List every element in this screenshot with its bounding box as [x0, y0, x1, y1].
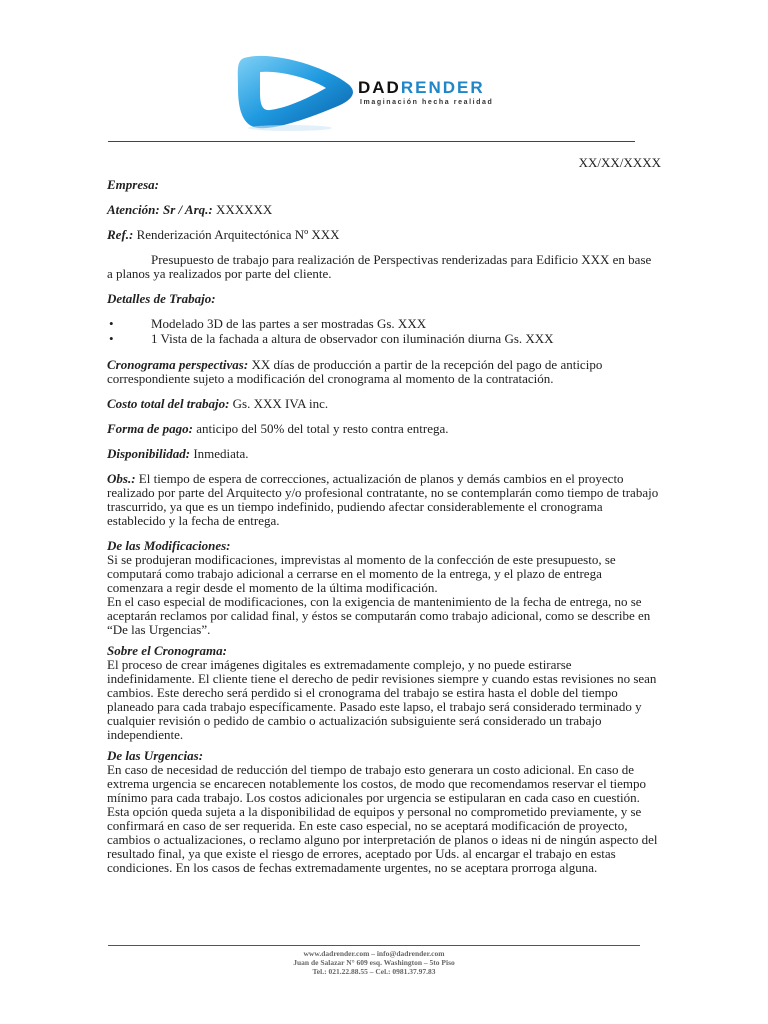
costo-label: Costo total del trabajo:	[107, 396, 230, 411]
dadrender-logo	[230, 48, 540, 133]
modificaciones-title: De las Modificaciones:	[107, 538, 231, 553]
empresa-line	[107, 178, 660, 192]
modificaciones-section	[107, 539, 660, 637]
obs-label: Obs.:	[107, 471, 136, 486]
footer-divider	[108, 945, 640, 946]
header-divider	[108, 141, 635, 142]
ref-line	[107, 228, 660, 242]
brand-right: RENDER	[400, 78, 485, 97]
detalles-line	[107, 292, 660, 306]
bullet-dot-icon: •	[109, 316, 114, 331]
atencion-value: XXXXXX	[212, 202, 273, 217]
cronograma-text: XX días de producción a partir de la recepción del pago de anticipo correspondiente sujeto a modificación del cronograma al momento de la contratación.	[107, 357, 603, 386]
dadrender-logo-swoosh-icon	[230, 48, 360, 133]
intro-paragraph: Presupuesto de trabajo para realización de Perspectivas renderizadas para Edificio XXX en base a planos ya realizados por parte del cliente.	[107, 252, 652, 281]
pago-label: Forma de pago:	[107, 421, 193, 436]
document-body	[107, 178, 660, 882]
cronograma-label: Cronograma perspectivas:	[107, 357, 249, 372]
detalles-label: Detalles de Trabajo:	[107, 291, 216, 306]
disponibilidad-text: Inmediata.	[190, 446, 249, 461]
obs-text: El tiempo de espera de correcciones, actualización de planos y demás cambios en el proyecto realizado por parte del Arquitecto y/o profesional contratante, no se contemplarán como tiempo de trabajo trascurrido, ya que es un tiempo indefinido, pudiendo afectar considerablemente el cronograma establecido y la fecha de entrega.	[107, 471, 659, 528]
empresa-label: Empresa:	[107, 177, 159, 192]
ref-label: Ref.:	[107, 227, 134, 242]
document-date: XX/XX/XXXX	[578, 155, 661, 170]
costo-line	[107, 397, 660, 411]
brand-tagline: Imaginación hecha realidad	[360, 99, 494, 106]
work-details-list	[107, 317, 660, 346]
footer-phones: Tel.: 021.22.88.55 – Cel.: 0981.37.97.83	[312, 967, 436, 976]
brand-left: DAD	[358, 78, 401, 97]
urgencias-title: De las Urgencias:	[107, 748, 204, 763]
disponibilidad-label: Disponibilidad:	[107, 446, 191, 461]
cronograma-section-text: El proceso de crear imágenes digitales es extremadamente complejo, y no puede estirarse indefinidamente. El cliente tiene el derecho de pedir revisiones siempre y cuando estas revisiones no sean cambios. Este derecho será perdido si el cronograma del trabajo se estira hasta el doble del tiempo planeado para cada trabajo específicamente. Pasado este lapso, el trabajo será considerado terminado y cualquier revisión o pedido de cambio o actualización subsiguiente será considerado un trabajo independiente.	[107, 657, 657, 742]
pago-text: anticipo del 50% del total y resto contra entrega.	[192, 421, 449, 436]
atencion-label: Atención: Sr / Arq.:	[107, 202, 213, 217]
urgencias-text: En caso de necesidad de reducción del tiempo de trabajo esto generara un costo adicional. En caso de extrema urgencia se encarecen notablemente los costos, de modo que recomendamos reservar el tiempo mínimo para cada trabajo. Los costos adicionales por urgencia se estipularan en cada caso en cuestión. Esta opción queda sujeta a la disponibilidad de equipos y personal no comprometido previamente, y se confirmará en caso de ser requerida. En este caso especial, no se aceptará modificación de proyecto, cambios o actualizaciones, o reclamo alguno por interpretación de planos o ideas ni de ningún aspecto del resultado final, ya que existe el riesgo de errores, aceptado por Uds. al encargar el trabajo en estas condiciones. En los casos de fechas extremadamente urgentes, no se aceptara prorroga alguna.	[107, 762, 658, 875]
cronograma-title: Sobre el Cronograma:	[107, 643, 227, 658]
list-item	[107, 332, 660, 346]
costo-text: Gs. XXX IVA inc.	[229, 396, 329, 411]
urgencias-section	[107, 749, 660, 875]
atencion-line	[107, 203, 660, 217]
bullet-dot-icon: •	[109, 331, 114, 346]
disponibilidad-line	[107, 447, 660, 461]
footer-address: Juan de Salazar N° 609 esq. Washington – 5to Piso	[293, 958, 455, 967]
cronograma-section	[107, 644, 660, 742]
pago-line	[107, 422, 660, 436]
modificaciones-text-1: Si se produjeran modificaciones, imprevistas al momento de la confección de este presupuesto, se computará como trabajo adicional a cerrarse en el momento de la entrega, y el plazo de entrega comenzara a regir desde el momento de la última modificación.	[107, 552, 616, 595]
list-item-text: 1 Vista de la fachada a altura de observador con iluminación diurna Gs. XXX	[151, 331, 554, 346]
modificaciones-text-2: En el caso especial de modificaciones, con la exigencia de mantenimiento de la fecha de entrega, no se aceptarán reclamos por calidad final, y éstos se computarán como trabajo adicional, como se describe en “De las Urgencias”.	[107, 594, 651, 637]
list-item	[107, 317, 660, 331]
brand-wordmark	[358, 78, 485, 98]
obs-paragraph	[107, 472, 660, 528]
cronograma-paragraph	[107, 358, 660, 386]
ref-value: Renderización Arquitectónica Nº XXX	[133, 227, 340, 242]
list-item-text: Modelado 3D de las partes a ser mostradas Gs. XXX	[151, 316, 427, 331]
footer	[108, 949, 640, 976]
footer-web-email: www.dadrender.com – info@dadrender.com	[303, 949, 445, 958]
